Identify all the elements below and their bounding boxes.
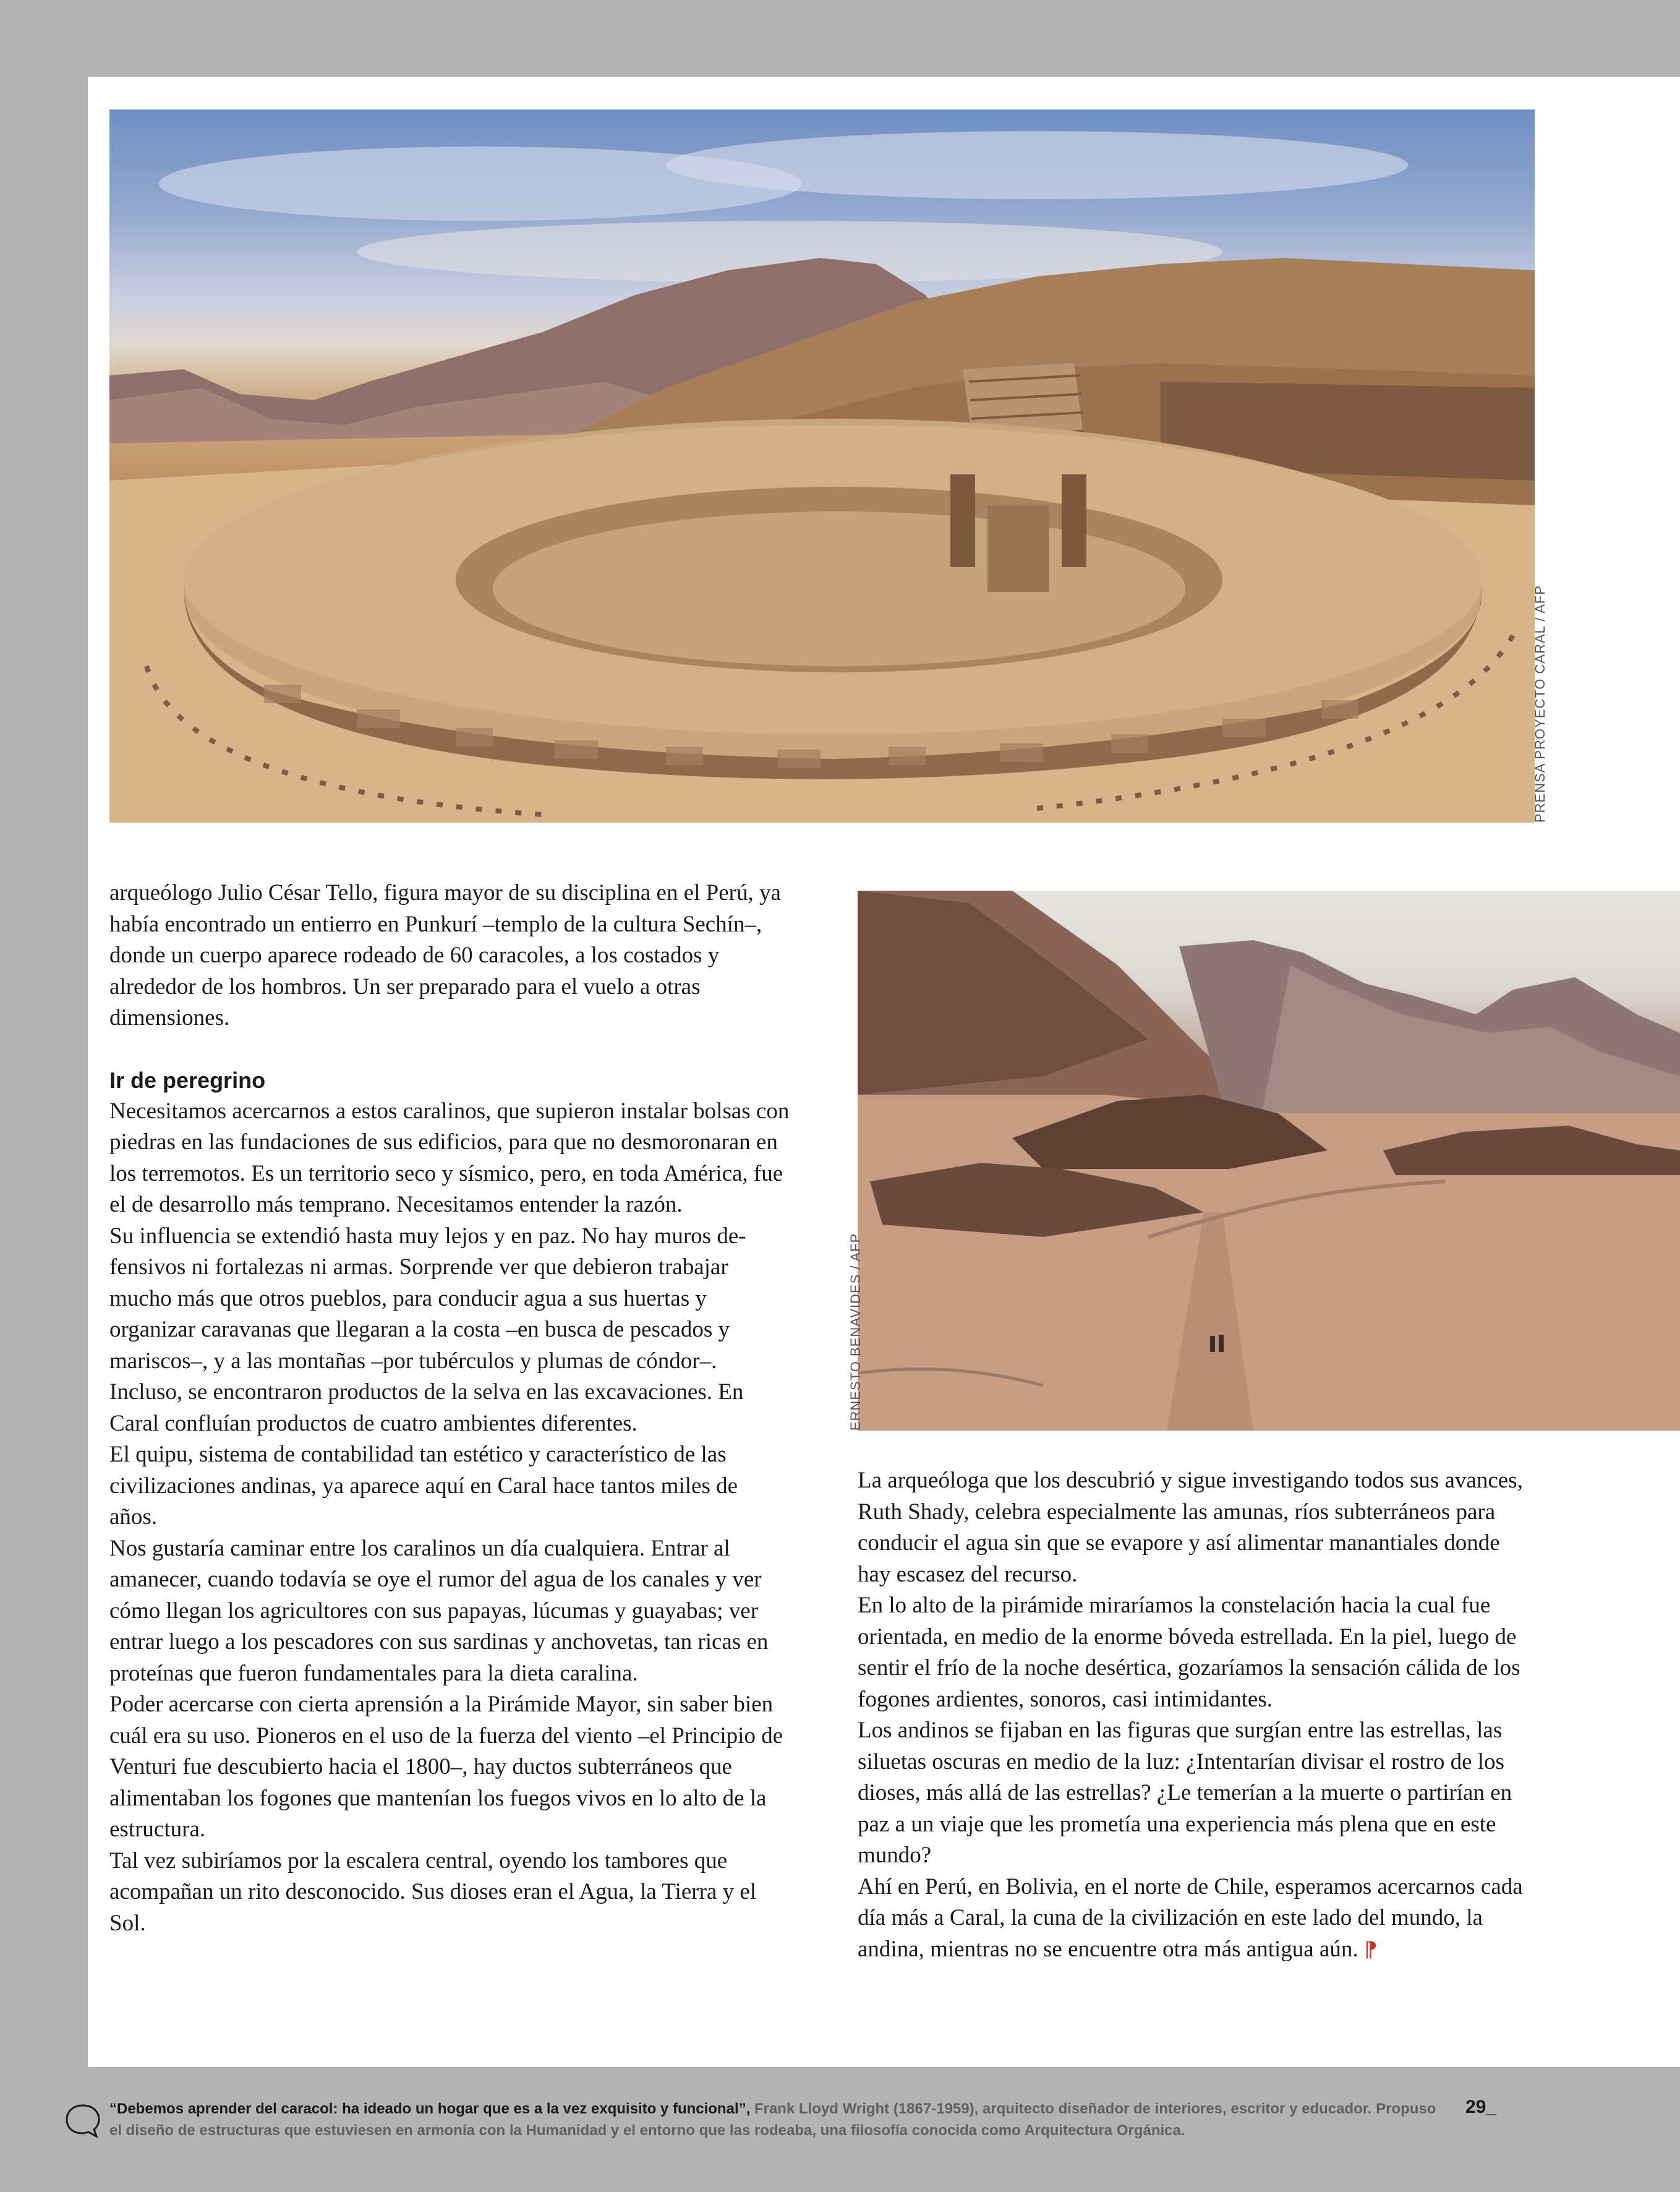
paragraph: Necesitamos acercarnos a estos caralinos, que supieron instalar bolsas con piedras en las fundaciones de sus edificios, para que no desmoronaran en los terremotos. Es un territorio seco y sísmico, pero, en toda América, fue el de desarrollo más temprano. Necesitamos entender la razón. [109, 1098, 790, 1217]
section-heading: Ir de peregrino [109, 1067, 266, 1093]
paragraph: El quipu, sistema de contabilidad tan estético y característico de las civilizaciones andinas, ya aparece aquí en Caral hace tantos miles de años. [109, 1442, 738, 1530]
paragraph: arqueólogo Julio César Tello, figura mayor de su disciplina en el Perú, ya había encontrado un entierro en Punkurí –templo de la cultura Sechín–, donde un cuerpo aparece rodeado de 60 caracoles, a los costados y alrededor de los hombros. Un ser preparado para el vuelo a otras dimensiones. [109, 880, 781, 1030]
quote-attribution: Frank Lloyd Wright (1867-1959), arquitecto diseñador de interiores, escritor y educador. Propuso el diseño de estructuras que estuviesen en armonía con la Humanidad y el entorno que las rodeaba, una filosofía conocida como Arquitectura Orgánica. [109, 2100, 1436, 2139]
photo-credit-top: PRENSA PROYECTO CARAL / AFP [1532, 585, 1548, 823]
page-footer [0, 2067, 1680, 2192]
paragraph: Tal vez subiríamos por la escalera central, oyendo los tambores que acompañan un rito desconocido. Sus dioses eran el Agua, la Tierra y el Sol. [109, 1847, 757, 1936]
page-number: 29_ [1465, 2097, 1497, 2117]
paragraph: La arqueóloga que los descubrió y sigue investigando todos sus avances, Ruth Shady, celebra especialmente las amunas, ríos subterráneos para conducir el agua sin que se evapore y así alimentar manantiales donde hay escasez del recurso. [858, 1468, 1523, 1587]
paragraph: Poder acercarse con cierta aprensión a la Pirámide Mayor, sin saber bien cuál era su uso. Pioneros en el uso de la fuerza del viento –el Principio de Venturi fue descubierto hacia el 1800–, hay ductos subterráneos que alimentaban los fogones que mantenían los fuegos vivos en lo alto de la estructura. [109, 1692, 783, 1842]
paragraph: Los andinos se fijaban en las figuras que surgían entre las estrellas, las siluetas oscuras en medio de la luz: ¿Intentarían divisar el rostro de los dioses, más allá de las estrellas? ¿Le temerían a la muerte o partirían en paz a un viaje que les prometía una experiencia más plena que en este mundo? [858, 1718, 1512, 1868]
paragraph: Nos gustaría caminar entre los caralinos un día cualquiera. Entrar al amanecer, cuando todavía se oye el rumor del agua de los canales y ver cómo llegan los agricultores con sus papayas, lúcumas y guayabas; ver entrar luego a los pescadores con sus sardinas y anchovetas, tan ricas en proteínas que fueron fundamentales para la dieta caralina. [109, 1535, 769, 1686]
photo-caral-circular-plaza [109, 109, 1535, 823]
speech-bubble-icon [64, 2102, 101, 2139]
paragraph-text: Ahí en Perú, en Bolivia, en el norte de Chile, esperamos acercarnos cada día más a Caral, la cuna de la civilización en este lado del mundo, la andina, mientras no se encuentre otra más antigua aún. [858, 1873, 1523, 1962]
paragraph: En lo alto de la pirámide miraríamos la constelación hacia la cual fue orientada, en medio de la enorme bóveda estrellada. En la piel, luego de sentir el frío de la noche desértica, gozaríamos la sensación cálida de los fogones ardientes, sonoros, casi intimidantes. [858, 1593, 1520, 1712]
footer-quote [109, 2098, 1439, 2141]
paragraph: Su influencia se extendió hasta muy lejos y en paz. No hay muros defensivos ni fortalezas ni armas. Sorprende ver que debieron trabajar mucho más que otros pueblos, para conducir agua a sus huertas y organizar caravanas que llegaran a la costa –en busca de pescados y mariscos–, y a las montañas –por tubérculos y plumas de cóndor–. Incluso, se encontraron productos de la selva en las excavaciones. En Caral confluían productos de cuatro ambientes diferentes. [109, 1223, 746, 1436]
photo-caral-valley [858, 891, 1680, 1431]
photo-credit-right: ERNESTO BENAVIDES / AFP [848, 1233, 863, 1431]
article-left-column [109, 878, 790, 1939]
paragraph [858, 1872, 1538, 1966]
article-right-column [858, 1465, 1538, 1965]
quote-text: “Debemos aprender del caracol: ha ideado un hogar que es a la vez exquisito y funcional”, [109, 2100, 751, 2117]
end-of-article-mark: ⁋ [1363, 1937, 1378, 1962]
